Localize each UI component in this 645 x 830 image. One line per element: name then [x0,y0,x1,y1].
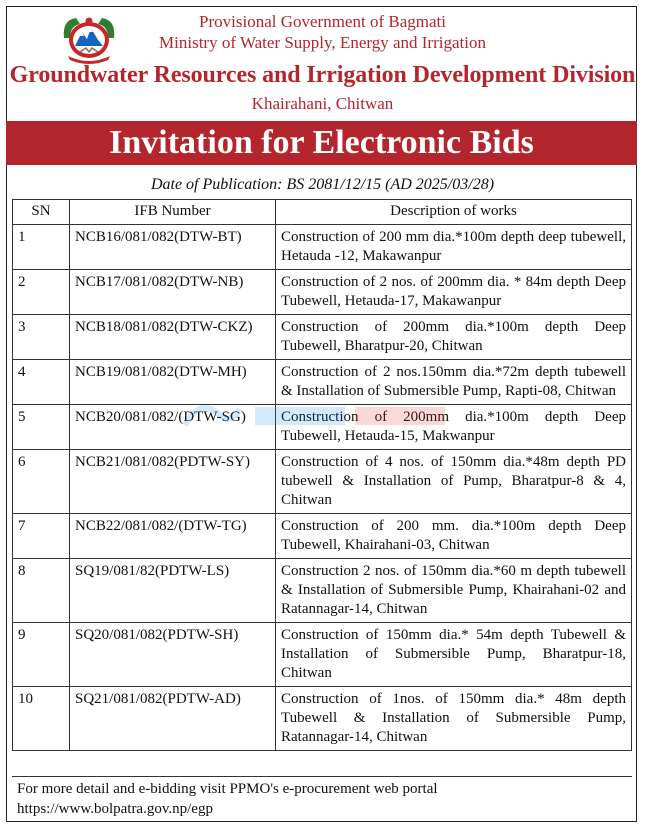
cell-sn: 7 [13,514,70,559]
header-line-1: Provisional Government of Bagmati [199,12,446,31]
header-line-2: Ministry of Water Supply, Energy and Irrigation [159,33,486,52]
cell-ifb: NCB19/081/082(DTW-MH) [70,360,276,405]
table-row [13,360,632,405]
cell-description: Construction of 150mm dia.* 54m depth Tubewell & Installation of Submersible Pump, Bharatpur-18, Chitwan [276,623,632,687]
table-row [13,514,632,559]
cell-sn: 5 [13,405,70,450]
cell-description: Construction of 200mm dia.*100m depth Deep Tubewell, Hetauda-15, Makwanpur [276,405,632,450]
table-row [13,270,632,315]
table-row [13,687,632,751]
cell-description: Construction of 2 nos.150mm dia.*72m depth tubewell & Installation of Submersible Pump, Rapti-08, Chitwan [276,360,632,405]
bids-table [12,199,632,751]
table-row [13,225,632,270]
column-header-description: Description of works [276,200,632,225]
cell-sn: 9 [13,623,70,687]
cell-description: Construction of 1nos. of 150mm dia.* 48m depth Tubewell & Installation of Submersible Pump, Ratannagar-14, Chitwan [276,687,632,751]
cell-ifb: NCB22/081/082/(DTW-TG) [70,514,276,559]
cell-sn: 3 [13,315,70,360]
cell-ifb: NCB16/081/082(DTW-BT) [70,225,276,270]
cell-ifb: NCB17/081/082(DTW-NB) [70,270,276,315]
cell-sn: 1 [13,225,70,270]
cell-ifb: SQ19/081/82(PDTW-LS) [70,559,276,623]
division-title: Groundwater Resources and Irrigation Development Division [9,62,636,88]
cell-description: Construction of 200mm dia.*100m depth Deep Tubewell, Bharatpur-20, Chitwan [276,315,632,360]
cell-description: Construction of 200 mm. dia.*100m depth Deep Tubewell, Khairahani-03, Chitwan [276,514,632,559]
cell-sn: 10 [13,687,70,751]
cell-description: Construction of 4 nos. of 150mm dia.*48m depth PD tubewell & Installation of Pump, Bharatpur-8 & 4, Chitwan [276,450,632,514]
table-row [13,405,632,450]
cell-ifb: SQ21/081/082(PDTW-AD) [70,687,276,751]
cell-description: Construction of 200 mm dia.*100m depth deep tubewell, Hetauda -12, Makawanpur [276,225,632,270]
cell-description: Construction of 2 nos. of 200mm dia. * 84m depth Deep Tubewell, Hetauda-17, Makawanpur [276,270,632,315]
cell-sn: 4 [13,360,70,405]
table-row [13,315,632,360]
column-header-sn: SN [13,200,70,225]
cell-sn: 6 [13,450,70,514]
notice-title-banner: Invitation for Electronic Bids [6,121,637,165]
publication-date: Date of Publication: BS 2081/12/15 (AD 2025/03/28) [150,176,495,193]
table-row [13,559,632,623]
footer-note: For more detail and e-bidding visit PPMO's e-procurement web portal https://www.bolpatra.gov.np/egp [12,776,632,820]
office-location: Khairahani, Chitwan [251,94,394,113]
cell-sn: 8 [13,559,70,623]
table-row [13,623,632,687]
cell-description: Construction 2 nos. of 150mm dia.*60 m depth tubewell & Installation of Submersible Pump, Khairahani-02 and Ratannagar-14, Chitwan [276,559,632,623]
table-row [13,450,632,514]
cell-ifb: NCB21/081/082(PDTW-SY) [70,450,276,514]
cell-ifb: SQ20/081/082(PDTW-SH) [70,623,276,687]
column-header-ifb: IFB Number [70,200,276,225]
cell-ifb: NCB18/081/082(DTW-CKZ) [70,315,276,360]
table-header-row [13,200,632,225]
cell-sn: 2 [13,270,70,315]
cell-ifb: NCB20/081/082/(DTW-SG) [70,405,276,450]
